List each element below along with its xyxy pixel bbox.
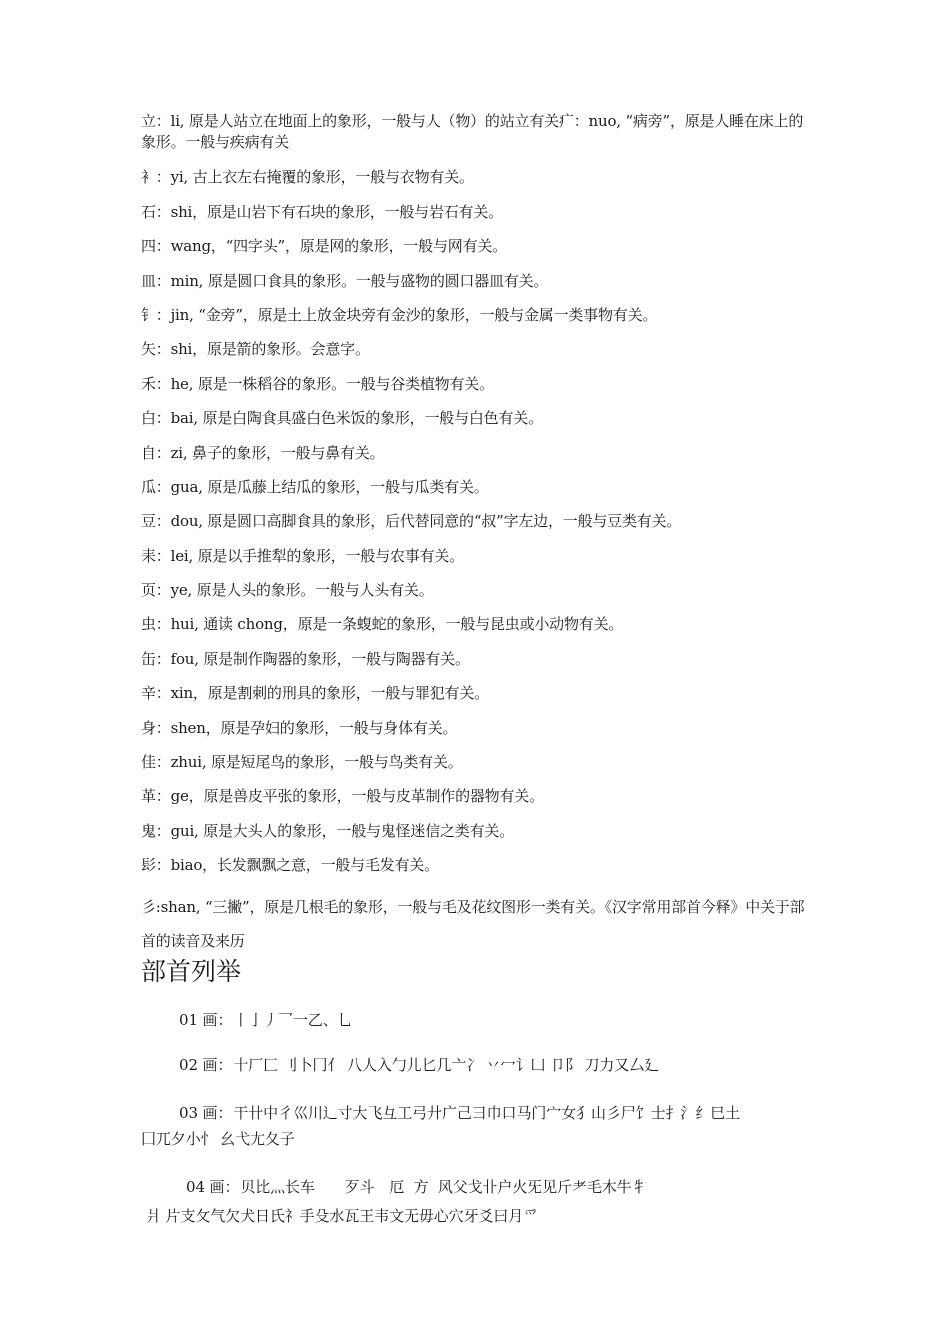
radical-entry: 瓜：gua, 原是瓜藤上结瓜的象形，一般与瓜类有关。 xyxy=(141,477,489,496)
stroke-row-04 xyxy=(141,1173,813,1231)
radical-entry: 髟：biao，长发飘飘之意，一般与毛发有关。 xyxy=(141,856,439,875)
radical-chars: 十厂匚 刂卜冂亻 八人入勹儿匕几亠冫 丷冖讠凵 卩阝 刀力又厶廴 xyxy=(233,1056,660,1074)
radical-entry-list xyxy=(141,111,813,972)
radical-entry: 耒：lei, 原是以手推犁的象形，一般与农事有关。 xyxy=(141,546,465,565)
stroke-count-list xyxy=(141,1009,813,1231)
radical-chars-continued: 爿 片支攵气欠犬日氏礻手殳水瓦王韦文无毋心穴牙爻曰月爫 xyxy=(146,1207,539,1225)
radical-entry: 佳：zhui, 原是短尾鸟的象形，一般与鸟类有关。 xyxy=(141,753,463,772)
radical-chars: 干卄中彳巛川辶寸大飞彑工弓廾广己彐巾口马门宀女犭山彡尸饣士扌氵纟巳土 xyxy=(233,1104,740,1122)
radical-entry: 矢：shi，原是箭的象形。会意字。 xyxy=(141,340,370,359)
radical-entry: 彡:shan, “三撇”，原是几根毛的象形，一般与毛及花纹图形一类有关。《汉字常用部首今释》中关于部首的读音及来历 xyxy=(141,897,805,950)
radical-chars-continued: 囗兀夕小忄 幺弋尢夂子 xyxy=(141,1130,295,1148)
radical-entry: 豆：dou, 原是圆口高脚食具的象形，后代替同意的“叔”字左边，一般与豆类有关。 xyxy=(141,512,682,531)
stroke-row-03 xyxy=(141,1100,813,1152)
radical-entry: 钅：jin, “金旁”，原是土上放金块旁有金沙的象形，一般与金属一类事物有关。 xyxy=(141,305,658,324)
radical-entry: 衤：yi, 古上衣左右掩覆的象形，一般与衣物有关。 xyxy=(141,168,474,187)
radical-entry: 缶：fou, 原是制作陶器的象形，一般与陶器有关。 xyxy=(141,649,470,668)
stroke-row-01 xyxy=(141,1009,813,1031)
stroke-row-02 xyxy=(141,1054,813,1076)
radical-entry: 石：shi，原是山岩下有石块的象形，一般与岩石有关。 xyxy=(141,202,503,221)
radical-entry: 四：wang，“四字头”，原是网的象形，一般与网有关。 xyxy=(141,237,507,256)
radical-entry: 皿：min, 原是圆口食具的象形。一般与盛物的圆口器皿有关。 xyxy=(141,271,549,290)
radical-chars: 贝比灬长车 歹斗 厄 方 风父戈卝户火旡见斤耂毛木牛牜 xyxy=(240,1178,647,1196)
stroke-label: 03 画： xyxy=(179,1104,233,1122)
radical-entry: 鬼：gui, 原是大头人的象形，一般与鬼怪迷信之类有关。 xyxy=(141,821,514,840)
stroke-label: 04 画： xyxy=(186,1178,240,1196)
radical-entry: 辛：xin，原是割刺的刑具的象形，一般与罪犯有关。 xyxy=(141,684,489,703)
radical-entry: 立：li, 原是人站立在地面上的象形，一般与人（物）的站立有关疒：nuo, “病旁”，原是人睡在床上的象形。一般与疾病有关 xyxy=(141,112,804,151)
section-heading: 部首列举 xyxy=(141,957,242,986)
stroke-label: 01 画： xyxy=(179,1011,233,1029)
radical-entry: 虫：hui, 通读 chong，原是一条蝮蛇的象形，一般与昆虫或小动物有关。 xyxy=(141,615,624,634)
radical-entry: 自：zi, 鼻子的象形，一般与鼻有关。 xyxy=(141,443,385,462)
radical-chars: 丨亅丿乛一乙、乚 xyxy=(233,1011,353,1029)
stroke-label: 02 画： xyxy=(179,1056,233,1074)
radical-entry: 身：shen，原是孕妇的象形，一般与身体有关。 xyxy=(141,718,458,737)
radical-entry: 白：bai, 原是白陶食具盛白色米饭的象形，一般与白色有关。 xyxy=(141,409,543,428)
radical-entry: 页：ye, 原是人头的象形。一般与人头有关。 xyxy=(141,581,434,600)
radical-entry: 革：ge，原是兽皮平张的象形，一般与皮革制作的器物有关。 xyxy=(141,787,544,806)
radical-entry: 禾：he, 原是一株稻谷的象形。一般与谷类植物有关。 xyxy=(141,374,494,393)
